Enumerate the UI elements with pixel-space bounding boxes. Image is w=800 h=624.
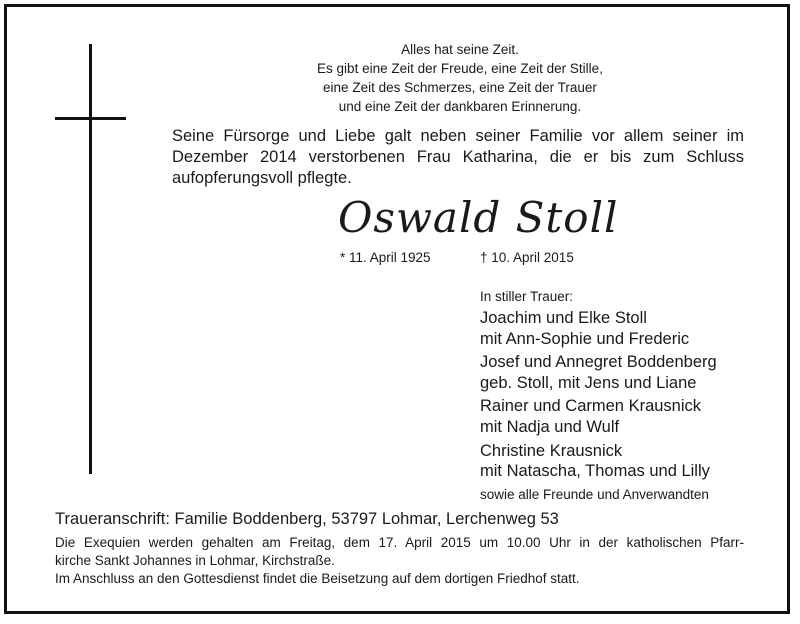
poem-line: Alles hat seine Zeit. [401,42,519,57]
intro-line: Seine Fürsorge und Liebe galt neben seiner Familie vor allem seiner im [172,127,744,145]
mourning-address: Traueranschrift: Familie Boddenberg, 53797 Lohmar, Lerchenweg 53 [55,510,559,528]
cross-vertical-bar [89,44,92,474]
mourners-list [480,288,780,504]
notice-line: kirche Sankt Johannes in Lohmar, Kirchstraße. [55,553,335,568]
cross-horizontal-bar [55,117,126,120]
mourner-line: mit Nadja und Wulf [480,417,620,436]
poem-line: und eine Zeit der dankbaren Erinnerung. [338,99,582,114]
mourner-line: geb. Stoll, mit Jens und Liane [480,373,697,392]
intro-line: Dezember 2014 verstorbenen Frau Katharina, die er bis zum Schluss [172,148,744,166]
death-date: † 10. April 2015 [480,250,574,265]
intro-paragraph [172,126,744,189]
mourner-line: Josef und Annegret Boddenberg [480,353,717,372]
deceased-name: Oswald Stoll [338,193,619,242]
poem [260,40,660,116]
poem-line: Es gibt eine Zeit der Freude, eine Zeit der Stille, [317,61,603,76]
mourners-heading: In stiller Trauer: [480,289,574,304]
mourner-line: mit Ann-Sophie und Frederic [480,329,690,348]
mourner-line: Joachim und Elke Stoll [480,309,647,327]
mourner-line: Rainer und Carmen Krausnick [480,397,702,416]
funeral-notice [55,534,744,588]
notice-line: Im Anschluss an den Gottesdienst findet die Beisetzung auf dem dortigen Friedhof statt. [55,571,580,586]
mourners-closing: sowie alle Freunde und Anverwandten [480,486,709,502]
birth-date: * 11. April 1925 [340,250,431,265]
intro-line: aufopferungsvoll pflegte. [172,169,352,187]
mourner-line: Christine Krausnick [480,441,623,460]
poem-line: eine Zeit des Schmerzes, eine Zeit der Trauer [323,80,597,95]
mourner-line: mit Natascha, Thomas und Lilly [480,462,710,481]
notice-line: Die Exequien werden gehalten am Freitag, dem 17. April 2015 um 10.00 Uhr in der katholischen Pfarr- [55,535,744,550]
